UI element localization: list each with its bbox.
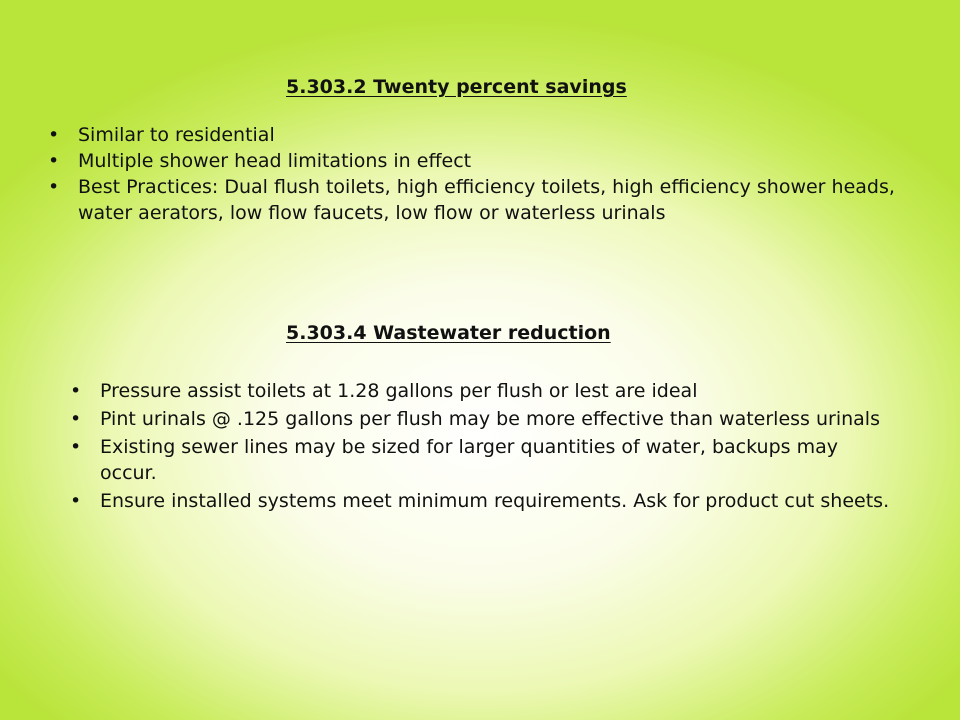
section-heading-twenty-percent-savings: 5.303.2 Twenty percent savings <box>286 76 627 98</box>
bullet-item: • Existing sewer lines may be sized for larger quantities of water, backups may occur. <box>70 434 900 486</box>
bullet-list-wastewater <box>70 378 900 516</box>
bullet-item: • Pressure assist toilets at 1.28 gallons per flush or lest are ideal <box>70 378 900 404</box>
bullet-item: • Pint urinals @ .125 gallons per flush may be more effective than waterless urinals <box>70 406 900 432</box>
bullet-item: • Similar to residential <box>48 122 948 148</box>
bullet-item: • Best Practices: Dual flush toilets, high efficiency toilets, high efficiency shower heads, water aerators, low flow faucets, low flow or waterless urinals <box>48 174 948 226</box>
bullet-item: • Ensure installed systems meet minimum requirements. Ask for product cut sheets. <box>70 488 900 514</box>
section-heading-wastewater-reduction: 5.303.4 Wastewater reduction <box>286 322 611 344</box>
bullet-item: • Multiple shower head limitations in effect <box>48 148 948 174</box>
bullet-list-savings <box>48 122 948 226</box>
